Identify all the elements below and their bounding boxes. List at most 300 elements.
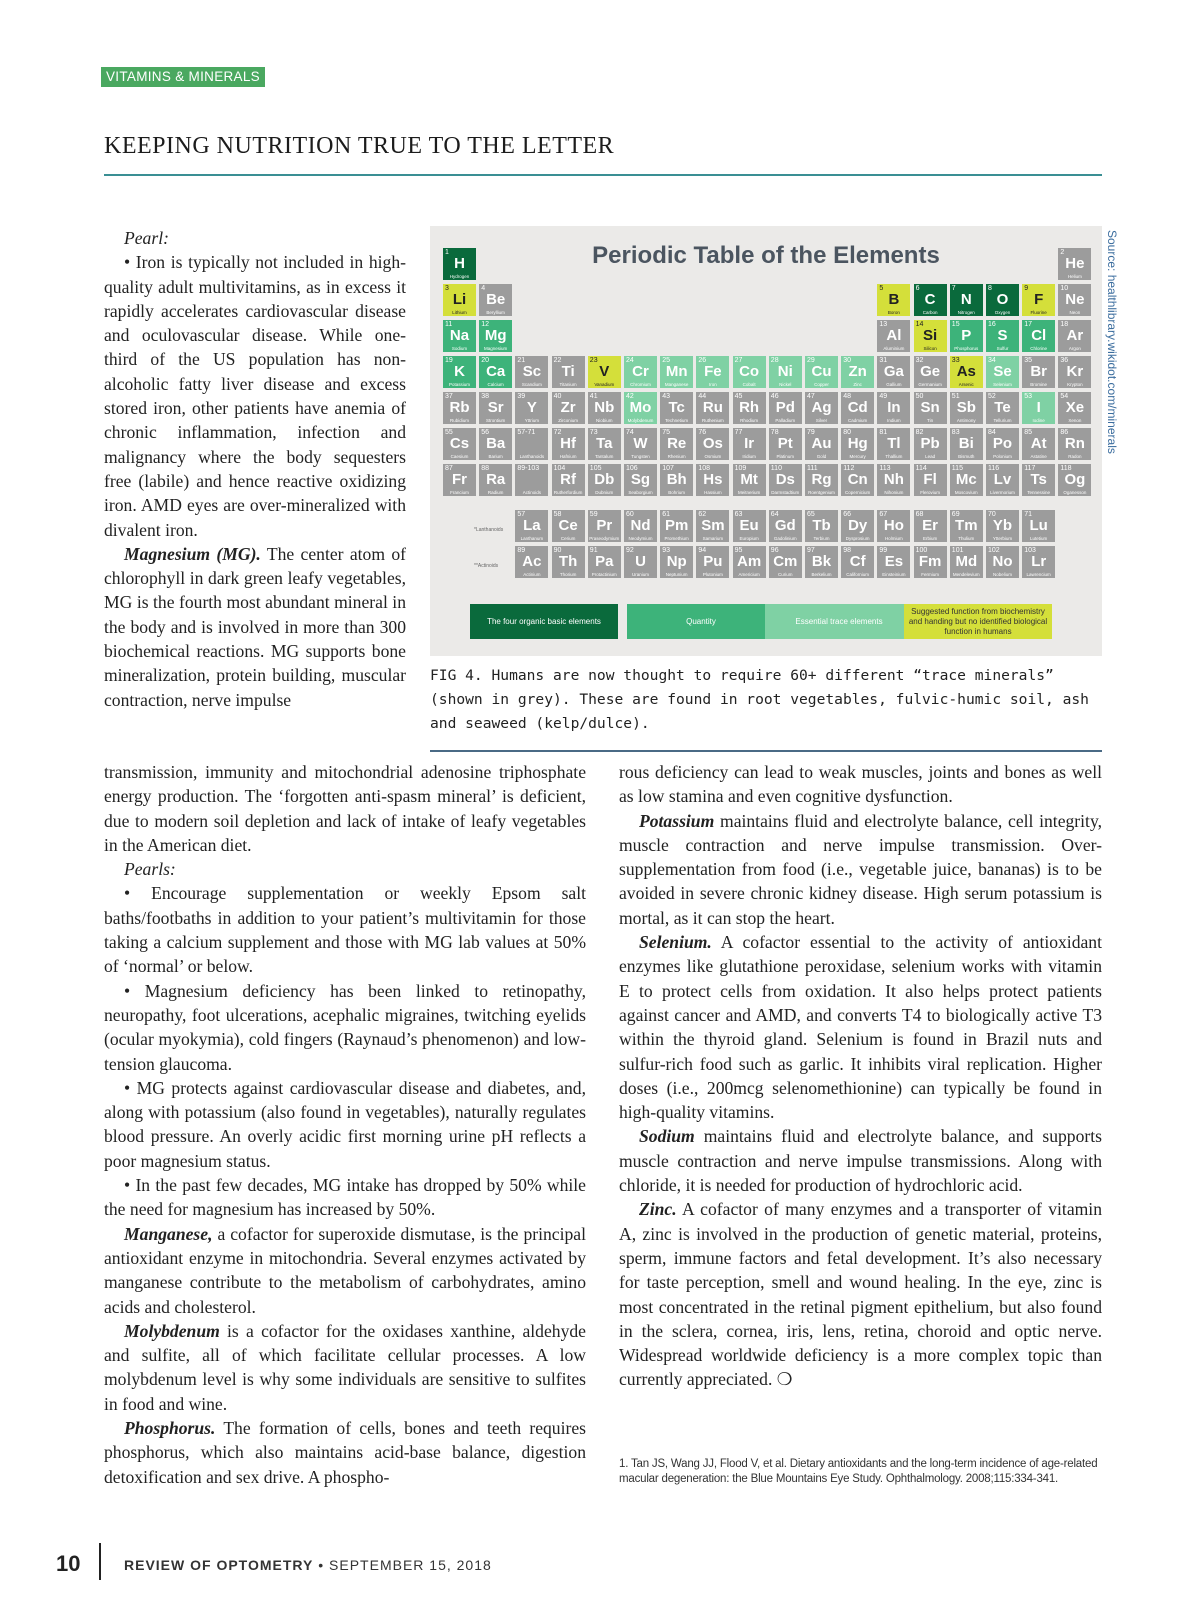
element-cell — [950, 546, 983, 578]
element-symbol: Ra — [486, 471, 506, 488]
element-symbol: I — [1036, 399, 1041, 416]
element-symbol: Bh — [666, 471, 687, 488]
left-column-top — [104, 226, 406, 712]
element-symbol: Hf — [560, 435, 576, 452]
element-symbol: B — [888, 291, 900, 308]
element-name: Antimony — [956, 418, 976, 423]
element-name: Platinum — [776, 454, 795, 459]
element-name: Silicon — [923, 346, 937, 351]
element-name: Caesium — [450, 454, 469, 459]
element-number: 27 — [734, 357, 743, 364]
element-symbol: Ni — [777, 363, 793, 380]
element-name: Beryllium — [486, 310, 505, 315]
element-name: Seaborgium — [628, 490, 653, 495]
element-number: 73 — [589, 429, 598, 436]
element-cell — [443, 464, 476, 496]
element-cell — [660, 392, 693, 424]
lanthanides-label: *Lanthanoids — [474, 527, 504, 533]
element-number: 8 — [988, 285, 992, 292]
sodium-paragraph: Sodium maintains fluid and electrolyte balance, and supports muscle contraction and nerve impulse transmissions. Along with chloride, it is needed for production of hydrochloric acid. — [619, 1126, 1102, 1196]
element-symbol: Ge — [920, 363, 941, 380]
element-number: 17 — [1024, 321, 1032, 328]
element-symbol: Sb — [956, 399, 976, 416]
element-symbol: F — [1034, 291, 1044, 308]
element-number: 26 — [698, 357, 707, 364]
element-number: 15 — [951, 321, 960, 328]
element-name: Scandium — [521, 382, 542, 387]
element-name: Berkelium — [811, 572, 832, 577]
element-cell — [877, 356, 910, 388]
element-name: Argon — [1068, 346, 1081, 351]
pearl-bullet-4: • In the past few decades, MG intake has dropped by 50% while the need for magnesium has increased by 50%. — [104, 1175, 586, 1220]
element-symbol: Mt — [740, 471, 758, 488]
element-cell — [733, 428, 766, 460]
element-name: Neptunium — [665, 572, 688, 577]
left-column — [104, 760, 586, 1489]
element-number: 108 — [698, 465, 711, 472]
element-number: 89 — [517, 547, 526, 554]
element-symbol: Pu — [703, 553, 723, 570]
element-symbol: Nb — [594, 399, 615, 416]
element-name: Livermorium — [990, 490, 1015, 495]
element-symbol: Sg — [630, 471, 651, 488]
element-symbol: Ar — [1066, 327, 1084, 344]
element-number: 78 — [770, 429, 779, 436]
element-name: Plutonium — [702, 572, 723, 577]
element-number: 98 — [843, 547, 851, 554]
element-name: Palladium — [775, 418, 796, 423]
figure-caption: FIG 4. Humans are now thought to require 60+ different “trace minerals” (shown in grey). These are found in root vegetables, fulvic-humic soil, ash and seaweed (kelp/dulce). — [430, 667, 1089, 732]
element-symbol: Bk — [811, 553, 832, 570]
element-cell — [733, 546, 766, 578]
element-number: 69 — [951, 511, 960, 518]
element-cell — [841, 464, 874, 496]
element-number: 85 — [1024, 429, 1032, 436]
element-symbol: Br — [1030, 363, 1048, 380]
element-symbol: K — [454, 363, 465, 380]
figure-source: Source: healthlibrary.wikidot.com/minerals — [1105, 230, 1119, 454]
zinc-paragraph: Zinc. A cofactor of many enzymes and a transporter of vitamin A, zinc is involved in the production of genetic material, proteins, sperm, immune factors and fetal development. It’s also necessary for taste perception, smell and wound healing. In the eye, zinc is most concentrated in the retinal pigment epithelium, but also found in the sclera, cornea, iris, lens, retina, choroid and optic nerve. Widespread worldwide deficiency is a more complex topic than currently appreciated. ❍ — [619, 1199, 1102, 1390]
element-symbol: Er — [922, 517, 939, 534]
element-name: Lutetium — [1030, 536, 1048, 541]
element-cell — [914, 510, 947, 542]
element-name: Fermium — [921, 572, 939, 577]
element-name: Hafnium — [559, 454, 577, 459]
element-name: Lawrencium — [1026, 572, 1051, 577]
element-name: Lithium — [452, 310, 467, 315]
element-number: 102 — [988, 547, 1000, 554]
element-symbol: Fl — [923, 471, 937, 488]
element-name: Mendelevium — [952, 572, 980, 577]
element-symbol: Ce — [558, 517, 578, 534]
element-number: 101 — [951, 547, 964, 554]
element-symbol: Md — [955, 553, 978, 570]
element-cell — [1022, 510, 1055, 542]
element-number: 24 — [626, 357, 634, 364]
element-cell — [443, 320, 476, 352]
element-number: 96 — [770, 547, 779, 554]
element-number: 94 — [698, 547, 707, 554]
element-name: Tungsten — [631, 454, 650, 459]
element-cell — [479, 428, 512, 460]
element-symbol: Zr — [560, 399, 576, 416]
element-name: Promethium — [664, 536, 689, 541]
element-symbol: Tc — [668, 399, 685, 416]
element-name: Bismuth — [958, 454, 975, 459]
element-symbol: Cl — [1031, 327, 1047, 344]
element-name: Tennessine — [1027, 490, 1051, 495]
element-number: 91 — [589, 547, 598, 554]
iron-bullet: • Iron is typically not included in high-quality adult multivitamins, as in excess it rapidly accelerates cardiovascular disease and oculovascular disease. While one-third of the US population has non-alcoholic fatty liver disease and excess stored iron, other patients have anemia of chronic inflammation, infection and malignancy where the body sequesters free (labile) and hence reactive oxidizing iron. AMD eyes are over-mineralized with divalent iron. — [104, 252, 406, 540]
element-name: Tin — [927, 418, 934, 423]
element-symbol: Te — [994, 399, 1011, 416]
element-cell — [624, 428, 657, 460]
actinides-label: **Actinoids — [474, 563, 499, 569]
element-cell — [696, 356, 729, 388]
element-name: Sodium — [451, 346, 468, 351]
element-number: 92 — [626, 547, 634, 554]
element-name: Iridium — [742, 454, 756, 459]
element-cell — [805, 428, 838, 460]
element-name: Selenium — [993, 382, 1012, 387]
element-number: 71 — [1024, 511, 1032, 518]
element-symbol: Pa — [595, 553, 614, 570]
element-name: Erbium — [922, 536, 938, 541]
element-number: 70 — [988, 511, 996, 518]
element-name: Terbium — [813, 536, 830, 541]
element-cell — [1058, 464, 1091, 496]
pearl-bullet-3: • MG protects against cardiovascular disease and diabetes, and, along with potassium (also found in vegetables), naturally regulates blood pressure. An overly acidic first morning urine pH reflects a poor magnesium status. — [104, 1077, 586, 1171]
element-cell — [1022, 546, 1055, 578]
element-symbol: Na — [449, 327, 470, 344]
element-cell — [660, 356, 693, 388]
element-number: 54 — [1060, 393, 1069, 400]
element-number: 93 — [662, 547, 670, 554]
element-cell — [769, 510, 802, 542]
element-name: Bohrium — [668, 490, 686, 495]
element-cell — [660, 546, 693, 578]
element-symbol: No — [992, 553, 1013, 570]
element-number: 16 — [988, 321, 996, 328]
element-symbol: Sr — [487, 399, 504, 416]
element-cell — [769, 356, 802, 388]
element-cell — [1058, 356, 1091, 388]
element-number: 117 — [1024, 465, 1036, 472]
element-name: Nobelium — [992, 572, 1012, 577]
element-symbol: Mg — [484, 327, 507, 344]
element-cell — [479, 392, 512, 424]
pearls-label: Pearls: — [124, 859, 176, 880]
element-cell — [877, 464, 910, 496]
element-number: 84 — [988, 429, 996, 436]
element-name: Roentgenium — [808, 490, 835, 495]
element-symbol: Ta — [596, 435, 613, 452]
element-cell — [841, 356, 874, 388]
pearl-bullet-1: • Encourage supplementation or weekly Epsom salt baths/footbaths in addition to your patient’s multivitamin for those taking a calcium supplement and those with MG lab values at 50% of ‘normal’ or below. — [104, 883, 586, 977]
element-symbol: Ba — [486, 435, 506, 452]
element-cell — [805, 510, 838, 542]
element-number: 64 — [770, 511, 779, 518]
element-cell — [733, 464, 766, 496]
element-cell — [986, 510, 1019, 542]
element-symbol: Yb — [992, 517, 1013, 534]
element-cell — [1022, 428, 1055, 460]
element-number: 107 — [662, 465, 674, 472]
element-symbol: Ac — [522, 553, 542, 570]
element-number: 56 — [481, 429, 489, 436]
element-name: Aluminium — [883, 346, 905, 351]
element-number: 20 — [481, 357, 489, 364]
element-number: 109 — [734, 465, 747, 472]
element-cell — [914, 284, 947, 316]
element-cell — [660, 428, 693, 460]
right-column — [619, 760, 1102, 1392]
element-cell — [914, 356, 947, 388]
element-name: Thorium — [559, 572, 577, 577]
element-cell — [588, 510, 621, 542]
element-cell — [1058, 392, 1091, 424]
element-number: 48 — [843, 393, 851, 400]
section-tag: VITAMINS & MINERALS — [101, 67, 265, 87]
element-name: Astatine — [1030, 454, 1047, 459]
element-symbol: Am — [737, 553, 762, 570]
element-symbol: Ho — [883, 517, 904, 534]
element-number: 77 — [734, 429, 743, 436]
element-number: 81 — [879, 429, 888, 436]
element-name: Oganesson — [1063, 490, 1087, 495]
element-number: 51 — [951, 393, 960, 400]
element-name: Einsteinium — [882, 572, 906, 577]
element-cell — [841, 428, 874, 460]
element-number: 66 — [843, 511, 851, 518]
element-symbol: In — [887, 399, 901, 416]
element-cell — [552, 464, 585, 496]
element-number: 88 — [481, 465, 489, 472]
element-cell — [515, 392, 548, 424]
element-number: 43 — [662, 393, 670, 400]
element-name: Europium — [739, 536, 759, 541]
element-cell — [950, 356, 983, 388]
pearl-label: Pearl: — [124, 228, 169, 248]
element-number: 113 — [879, 465, 891, 472]
element-symbol: Cs — [449, 435, 470, 452]
element-number: 13 — [879, 321, 888, 328]
element-number: 29 — [807, 357, 815, 364]
element-number: 90 — [553, 547, 562, 554]
element-cell — [479, 320, 512, 352]
element-cell — [515, 546, 548, 578]
element-cell — [805, 546, 838, 578]
element-cell — [515, 428, 548, 460]
element-cell — [986, 392, 1019, 424]
element-number: 30 — [843, 357, 851, 364]
element-symbol: Og — [1064, 471, 1086, 488]
element-symbol: Cm — [773, 553, 798, 570]
element-cell — [877, 320, 910, 352]
element-cell — [588, 428, 621, 460]
element-name: Gadolinium — [773, 536, 797, 541]
element-cell — [769, 464, 802, 496]
element-cell — [1022, 356, 1055, 388]
legend-item: The four organic basic elements — [470, 604, 618, 639]
element-cell — [624, 546, 657, 578]
element-number: 57 — [517, 511, 526, 518]
element-symbol: Ca — [486, 363, 506, 380]
element-cell — [986, 284, 1019, 316]
element-number: 5 — [879, 285, 884, 292]
element-name: Chromium — [630, 382, 651, 387]
element-number: 33 — [951, 357, 960, 364]
element-name: Ytterbium — [992, 536, 1013, 541]
element-name: Rutherfordium — [553, 490, 583, 495]
element-cell — [588, 392, 621, 424]
element-cell — [443, 392, 476, 424]
element-number: 86 — [1060, 429, 1069, 436]
element-symbol: He — [1065, 255, 1085, 272]
element-name: Arsenic — [958, 382, 974, 387]
element-number: 41 — [589, 393, 598, 400]
element-number: 40 — [553, 393, 562, 400]
element-cell — [1058, 284, 1091, 316]
element-symbol: Cr — [632, 363, 649, 380]
phosphorus-paragraph: Phosphorus. The formation of cells, bones and teeth requires phosphorus, which also maintains acid-base balance, digestion detoxification and sex drive. A phospho- — [104, 1418, 586, 1487]
element-cell — [552, 428, 585, 460]
element-name: Polonium — [993, 454, 1012, 459]
element-name: Vanadium — [594, 382, 615, 387]
element-cell — [986, 356, 1019, 388]
element-symbol: Rf — [560, 471, 576, 488]
title-rule — [104, 174, 1102, 176]
element-symbol: Np — [666, 553, 687, 570]
pearl-bullet-2: • Magnesium deficiency has been linked to retinopathy, neuropathy, foot ulcerations, acephalic migraines, twitching eyelids (ocular myokymia), cold fingers (Raynaud’s phenomenon) and low-tension glaucoma. — [104, 980, 586, 1074]
element-cell — [479, 356, 512, 388]
element-name: Neon — [1069, 310, 1081, 315]
element-cell — [588, 546, 621, 578]
element-number: 52 — [988, 393, 996, 400]
element-symbol: Sn — [920, 399, 940, 416]
element-cell — [624, 464, 657, 496]
element-cell — [696, 464, 729, 496]
element-name: Technetium — [665, 418, 689, 423]
element-cell — [877, 392, 910, 424]
element-cell — [1022, 320, 1055, 352]
element-number: 99 — [879, 547, 888, 554]
element-number: 100 — [915, 547, 928, 554]
element-name: Bromine — [1030, 382, 1048, 387]
element-number: 103 — [1024, 547, 1036, 554]
element-symbol: H — [454, 255, 465, 272]
element-name: Yttrium — [524, 418, 540, 423]
element-number: 42 — [626, 393, 634, 400]
element-symbol: S — [997, 327, 1008, 344]
element-symbol: U — [635, 553, 646, 570]
element-cell — [660, 510, 693, 542]
element-number: 63 — [734, 511, 743, 518]
element-cell — [950, 464, 983, 496]
element-number: 87 — [445, 465, 453, 472]
element-name: Indium — [887, 418, 901, 423]
element-cell — [1022, 464, 1055, 496]
element-cell — [624, 356, 657, 388]
element-number: 62 — [698, 511, 707, 518]
element-name: Niobium — [596, 418, 613, 423]
footnote: 1. Tan JS, Wang JJ, Flood V, et al. Dietary antioxidants and the long-term incidence of age-related macular degeneration: the Blue Mountains Eye Study. Ophthalmology. 2008;115:334-341. — [619, 1458, 1098, 1485]
element-number: 61 — [662, 511, 670, 518]
element-number: 23 — [589, 357, 598, 364]
element-number: 72 — [553, 429, 562, 436]
element-cell — [443, 428, 476, 460]
element-number: 95 — [734, 547, 743, 554]
element-number: 67 — [879, 511, 888, 518]
element-name: Strontium — [486, 418, 506, 423]
element-symbol: Dy — [848, 517, 868, 534]
element-number: 115 — [951, 465, 963, 472]
element-cell — [877, 428, 910, 460]
element-name: Boron — [887, 310, 900, 315]
element-symbol: Sm — [701, 517, 725, 534]
element-name: Manganese — [664, 382, 689, 387]
element-cell — [986, 320, 1019, 352]
element-name: Neodymium — [628, 536, 653, 541]
element-symbol: Se — [993, 363, 1012, 380]
element-name: Nitrogen — [957, 310, 975, 315]
element-cell — [479, 284, 512, 316]
element-symbol: Mn — [665, 363, 688, 380]
element-cell — [805, 464, 838, 496]
element-number: 118 — [1060, 465, 1072, 472]
element-symbol: Al — [886, 327, 902, 344]
element-symbol: Tb — [812, 517, 831, 534]
element-name: Carbon — [922, 310, 938, 315]
element-number: 38 — [481, 393, 489, 400]
element-name: Rhodium — [740, 418, 759, 423]
element-symbol: Ir — [744, 435, 755, 452]
element-cell — [660, 464, 693, 496]
element-number: 75 — [662, 429, 670, 436]
element-number: 11 — [445, 321, 453, 328]
element-cell — [914, 320, 947, 352]
element-symbol: Cn — [847, 471, 868, 488]
element-cell — [696, 510, 729, 542]
page-number: 10 — [56, 1551, 81, 1576]
element-number: 60 — [626, 511, 634, 518]
molybdenum-paragraph: Molybdenum is a cofactor for the oxidases xanthine, aldehyde and sulfite, all of which facilitate cellular processes. A low molybdenum level is why some individuals are sensitive to sulfites in food and wine. — [104, 1320, 586, 1414]
element-cell — [624, 392, 657, 424]
element-number: 53 — [1024, 393, 1032, 400]
element-name: Gold — [816, 454, 827, 459]
element-name: Radon — [1068, 454, 1082, 459]
element-name: Calcium — [487, 382, 504, 387]
element-name: Sulfur — [996, 346, 1009, 351]
legend-item: Quantity — [627, 604, 775, 639]
element-symbol: Zn — [848, 363, 867, 380]
element-symbol: Ru — [702, 399, 723, 416]
element-name: Krypton — [1067, 382, 1083, 387]
element-name: Uranium — [631, 572, 649, 577]
element-symbol: As — [956, 363, 976, 380]
element-symbol: La — [523, 517, 541, 534]
element-number: 57-71 — [517, 429, 536, 436]
element-cell — [443, 356, 476, 388]
element-name: Titanium — [559, 382, 577, 387]
element-name: Hydrogen — [449, 274, 470, 279]
element-symbol: Ga — [883, 363, 904, 380]
caption-rule — [430, 750, 1102, 752]
element-symbol: Es — [884, 553, 904, 570]
element-name: Protactinium — [591, 572, 617, 577]
element-cell — [877, 546, 910, 578]
element-cell — [1058, 320, 1091, 352]
